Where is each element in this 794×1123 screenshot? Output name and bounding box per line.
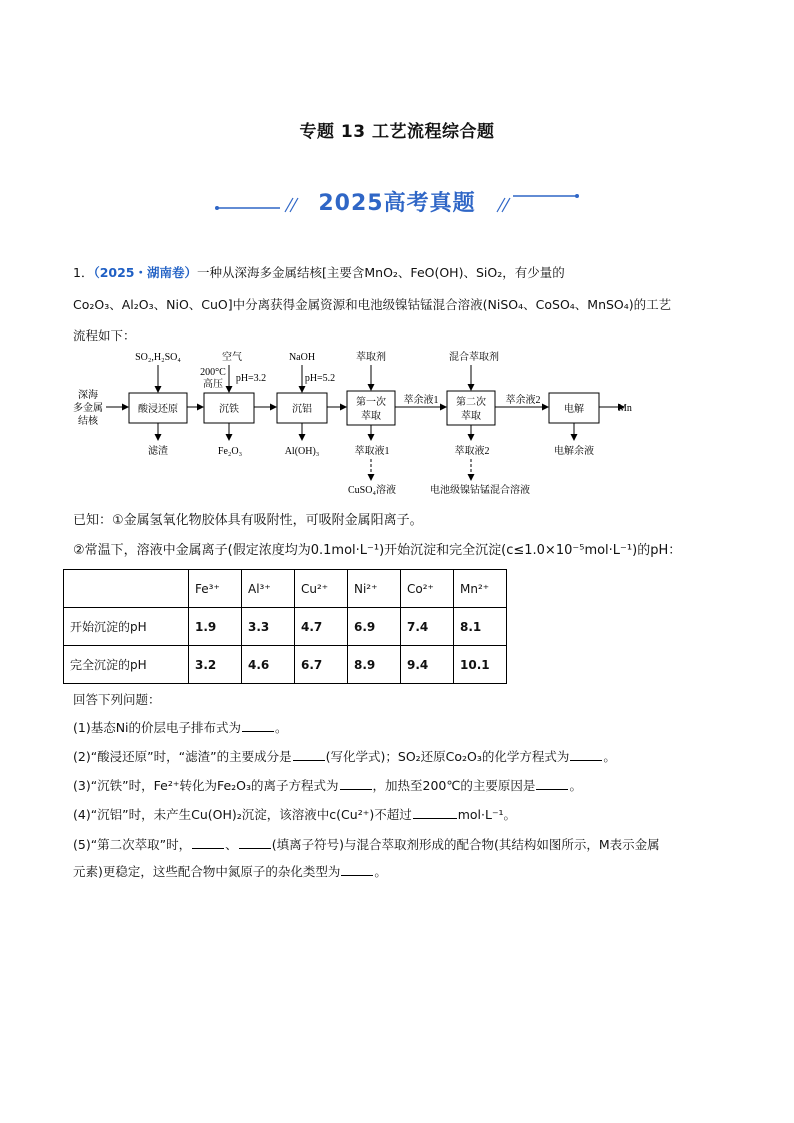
step-label-extraction-2a: 第二次 — [456, 397, 486, 408]
output-extract-2: 萃取液2 — [454, 446, 490, 457]
table-cell: 3.2 — [189, 646, 242, 684]
sub-question-5 — [73, 835, 660, 853]
output-electrolyte: 电解余液 — [554, 446, 594, 457]
q2-text-a: (2)“酸浸还原”时，“滤渣”的主要成分是 — [73, 749, 292, 764]
page-title: 专题 13 工艺流程综合题 — [299, 122, 495, 142]
known-condition-2: ②常温下，溶液中金属离子(假定浓度均为0.1mol·L⁻¹)开始沉淀和完全沉淀(c≤1.0×10⁻⁵mol·L⁻¹)的pH： — [73, 543, 682, 558]
table-cell: 6.9 — [348, 608, 401, 646]
question-line-2: Co₂O₃、Al₂O₃、NiO、CuO]中分离获得金属资源和电池级镍钴锰混合溶液(NiSO₄、CoSO₄、MnSO₄)的工艺 — [73, 297, 672, 312]
input-mixed-extractant: 混合萃取剂 — [449, 352, 499, 363]
question-source: （2025・湖南卷） — [93, 265, 197, 280]
stream-raffinate-1: 萃余液1 — [403, 395, 439, 406]
table-cell: 1.9 — [189, 608, 242, 646]
input-ph52: pH=5.2 — [304, 373, 336, 384]
input-highpressure: 高压 — [203, 379, 223, 390]
step-label-acid-leach: 酸浸还原 — [138, 404, 178, 415]
input-naoh: NaOH — [288, 352, 316, 363]
q5-text-d: 元素)更稳定，这些配合物中氮原子的杂化类型为 — [73, 864, 341, 879]
step-label-extraction-2b: 萃取 — [461, 411, 481, 422]
output-cuso4: CuSO₄溶液 — [348, 485, 396, 496]
answer-blank — [536, 778, 568, 790]
answer-blank — [293, 749, 325, 761]
answer-blank — [239, 837, 271, 849]
answer-blank — [341, 864, 373, 876]
question-text-1: 一种从深海多金属结核[主要含MnO₂、FeO(OH)、SiO₂，有少量的 — [197, 265, 565, 280]
input-air: 空气 — [222, 352, 242, 363]
table-cell: 7.4 — [401, 608, 454, 646]
step-label-extraction-1b: 萃取 — [361, 411, 381, 422]
question-line-3: 流程如下： — [73, 328, 136, 343]
feed-label-3: 结核 — [78, 416, 98, 427]
row-label: 完全沉淀的pH — [64, 646, 189, 684]
q5-text-c: (填离子符号)与混合萃取剂形成的配合物(其结构如图所示，M表示金属 — [271, 837, 660, 852]
step-label-iron: 沉铁 — [219, 404, 239, 415]
q5-text-b: 、 — [225, 837, 238, 852]
q2-text-b: (写化学式)；SO₂还原Co₂O₃的化学方程式为 — [325, 749, 570, 764]
stream-raffinate-2: 萃余液2 — [505, 395, 541, 406]
row-label: 开始沉淀的pH — [64, 608, 189, 646]
table-header: Al³⁺ — [242, 570, 295, 608]
table-header: Co²⁺ — [401, 570, 454, 608]
table-cell: 8.1 — [454, 608, 507, 646]
q1-text: (1)基态Ni的价层电子排布式为 — [73, 720, 242, 735]
table-cell: 10.1 — [454, 646, 507, 684]
q2-end: 。 — [603, 749, 616, 764]
step-label-aluminum: 沉铝 — [292, 404, 312, 415]
answer-blank — [340, 778, 372, 790]
sub-question-5-cont — [73, 862, 387, 880]
table-cell: 9.4 — [401, 646, 454, 684]
feed-label-1: 深海 — [78, 390, 98, 401]
table-cell: 6.7 — [295, 646, 348, 684]
answer-blank — [570, 749, 602, 761]
step-label-electrolysis: 电解 — [564, 404, 584, 415]
table-header: Ni²⁺ — [348, 570, 401, 608]
table-corner-cell — [64, 570, 189, 608]
output-mn: Mn — [618, 403, 632, 414]
answer-blank — [192, 837, 224, 849]
output-residue: 滤渣 — [148, 446, 168, 457]
table-row — [64, 608, 507, 646]
q3-text-a: (3)“沉铁”时，Fe²⁺转化为Fe₂O₃的离子方程式为 — [73, 778, 339, 793]
table-cell: 4.7 — [295, 608, 348, 646]
output-aloh3: Al(OH)₃ — [284, 446, 320, 457]
table-header: Mn²⁺ — [454, 570, 507, 608]
q5-end: 。 — [374, 864, 387, 879]
sub-question-2 — [73, 747, 616, 765]
answer-blank — [242, 720, 274, 732]
answer-blank — [413, 807, 457, 819]
input-200c: 200°C — [200, 367, 226, 378]
ph-table — [63, 569, 507, 684]
q5-text-a: (5)“第二次萃取”时， — [73, 837, 192, 852]
process-flow-diagram — [70, 343, 730, 503]
table-header-row — [64, 570, 507, 608]
q4-end: mol·L⁻¹。 — [457, 807, 517, 822]
table-cell: 4.6 — [242, 646, 295, 684]
table-header: Cu²⁺ — [295, 570, 348, 608]
q1-end: 。 — [275, 720, 288, 735]
table-header: Fe³⁺ — [189, 570, 242, 608]
output-battery-solution: 电池级镍钴锰混合溶液 — [430, 485, 530, 496]
table-cell: 3.3 — [242, 608, 295, 646]
step-label-extraction-1a: 第一次 — [356, 397, 386, 408]
table-row — [64, 646, 507, 684]
feed-label-2: 多金属 — [73, 403, 103, 414]
q3-text-b: ，加热至200℃的主要原因是 — [372, 778, 536, 793]
table-cell: 8.9 — [348, 646, 401, 684]
q3-end: 。 — [569, 778, 582, 793]
known-condition-1: 已知：①金属氢氧化物胶体具有吸附性，可吸附金属阳离子。 — [73, 513, 423, 528]
question-number: 1． — [73, 265, 94, 280]
section-banner-label: 2025高考真题 — [318, 191, 476, 216]
input-so2: SO₂,H₂SO₄ — [135, 352, 181, 363]
q4-text-a: (4)“沉铝”时，未产生Cu(OH)₂沉淀，该溶液中c(Cu²⁺)不超过 — [73, 807, 412, 822]
answer-intro: 回答下列问题： — [73, 692, 161, 707]
sub-question-1 — [73, 718, 288, 736]
input-ph32: pH=3.2 — [235, 373, 267, 384]
sub-question-4 — [73, 805, 516, 823]
output-extract-1: 萃取液1 — [354, 446, 390, 457]
input-extractant: 萃取剂 — [356, 352, 386, 363]
sub-question-3 — [73, 776, 582, 794]
question-line-1 — [73, 263, 565, 281]
output-fe2o3: Fe₂O₃ — [217, 446, 243, 457]
